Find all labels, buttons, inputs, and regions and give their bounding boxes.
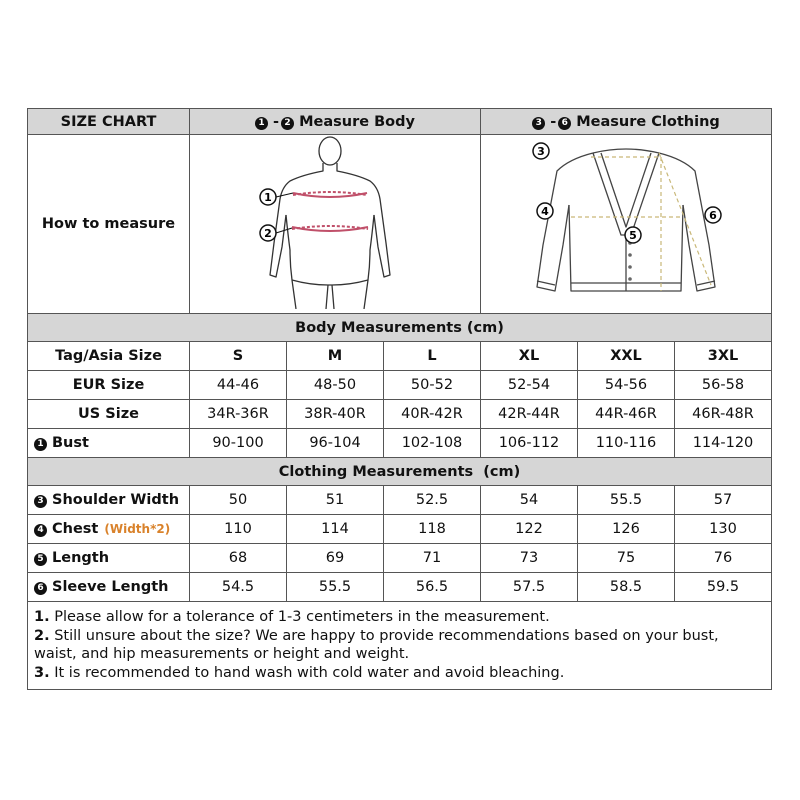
table-cell: 114-120 [675, 429, 772, 458]
table-cell: 50-52 [384, 371, 481, 400]
marker-icon: 6 [34, 582, 47, 595]
row-label: Tag/Asia Size [28, 342, 190, 371]
table-cell: 54.5 [190, 573, 287, 602]
table-row [28, 544, 772, 573]
measure-body-label: Measure Body [299, 113, 415, 130]
table-cell: 110-116 [578, 429, 675, 458]
table-cell: 44R-46R [578, 400, 675, 429]
table-cell: 50 [190, 486, 287, 515]
table-cell: 54 [481, 486, 578, 515]
table-cell: 96-104 [287, 429, 384, 458]
table-cell: 59.5 [675, 573, 772, 602]
size-cell: XL [481, 342, 578, 371]
illustration-row [28, 135, 772, 314]
cardigan-figure-icon [481, 135, 771, 309]
size-cell: M [287, 342, 384, 371]
row-label: 6 Sleeve Length [28, 573, 190, 602]
table-cell: 110 [190, 515, 287, 544]
table-cell: 71 [384, 544, 481, 573]
table-cell: 76 [675, 544, 772, 573]
row-label: US Size [28, 400, 190, 429]
table-cell: 126 [578, 515, 675, 544]
table-row [28, 515, 772, 544]
body-section-title: Body Measurements (cm) [28, 314, 772, 342]
measure-clothing-label: Measure Clothing [576, 113, 720, 130]
size-cell: S [190, 342, 287, 371]
table-row [28, 371, 772, 400]
table-cell: 114 [287, 515, 384, 544]
size-chart-table [27, 108, 772, 690]
table-cell: 44-46 [190, 371, 287, 400]
table-cell: 56.5 [384, 573, 481, 602]
table-cell: 118 [384, 515, 481, 544]
table-cell: 42R-44R [481, 400, 578, 429]
marker-icon: 3 [34, 495, 47, 508]
marker-icon: 1 [34, 438, 47, 451]
table-cell: 57 [675, 486, 772, 515]
table-cell: 40R-42R [384, 400, 481, 429]
note-item: 3. It is recommended to hand wash with cold water and avoid bleaching. [34, 664, 565, 681]
table-row [28, 486, 772, 515]
table-cell: 56-58 [675, 371, 772, 400]
marker-2-label: 2 [264, 227, 272, 240]
row-label: 1 Bust [28, 429, 190, 458]
marker-icon: 6 [558, 117, 571, 130]
body-illustration-cell [190, 135, 481, 314]
table-cell: 52-54 [481, 371, 578, 400]
table-cell: 68 [190, 544, 287, 573]
clothing-section-title: Clothing Measurements (cm) [28, 458, 772, 486]
table-row [28, 573, 772, 602]
table-row [28, 342, 772, 371]
marker-icon: 4 [34, 524, 47, 537]
chest-width-note: (Width*2) [104, 522, 171, 536]
table-cell: 58.5 [578, 573, 675, 602]
notes-row [28, 602, 772, 690]
table-cell: 55.5 [578, 486, 675, 515]
note-item: 2. Still unsure about the size? We are happy to provide recommendations based on your bust, waist, and hip measurements or height and weight. [34, 627, 719, 662]
marker-4-label: 4 [541, 205, 549, 218]
table-cell: 55.5 [287, 573, 384, 602]
body-section-row [28, 314, 772, 342]
note-item: 1. Please allow for a tolerance of 1-3 centimeters in the measurement. [34, 609, 550, 625]
table-cell: 122 [481, 515, 578, 544]
notes-cell [28, 602, 772, 690]
marker-1-label: 1 [264, 191, 272, 204]
table-cell: 106-112 [481, 429, 578, 458]
table-cell: 57.5 [481, 573, 578, 602]
measure-body-header: 1 - 2 Measure Body [190, 109, 481, 135]
clothing-illustration-cell [481, 135, 772, 314]
row-label: 5 Length [28, 544, 190, 573]
table-row [28, 429, 772, 458]
row-label: 3 Shoulder Width [28, 486, 190, 515]
header-row [28, 109, 772, 135]
table-cell: 38R-40R [287, 400, 384, 429]
row-label: EUR Size [28, 371, 190, 400]
table-cell: 54-56 [578, 371, 675, 400]
marker-3-label: 3 [537, 145, 545, 158]
table-cell: 69 [287, 544, 384, 573]
table-cell: 46R-48R [675, 400, 772, 429]
table-cell: 51 [287, 486, 384, 515]
table-cell: 130 [675, 515, 772, 544]
measure-clothing-header: 3 - 6 Measure Clothing [481, 109, 772, 135]
size-cell: L [384, 342, 481, 371]
marker-icon: 2 [281, 117, 294, 130]
size-chart-title: SIZE CHART [28, 109, 190, 135]
body-figure-icon [190, 135, 480, 309]
table-row [28, 400, 772, 429]
marker-icon: 1 [255, 117, 268, 130]
table-cell: 34R-36R [190, 400, 287, 429]
marker-6-label: 6 [709, 209, 717, 222]
marker-icon: 5 [34, 553, 47, 566]
table-cell: 48-50 [287, 371, 384, 400]
size-cell: 3XL [675, 342, 772, 371]
size-cell: XXL [578, 342, 675, 371]
table-cell: 102-108 [384, 429, 481, 458]
clothing-section-row [28, 458, 772, 486]
table-cell: 52.5 [384, 486, 481, 515]
table-cell: 73 [481, 544, 578, 573]
marker-5-label: 5 [629, 229, 637, 242]
row-label: 4 Chest (Width*2) [28, 515, 190, 544]
table-cell: 75 [578, 544, 675, 573]
how-to-measure-label: How to measure [28, 135, 190, 314]
table-cell: 90-100 [190, 429, 287, 458]
marker-icon: 3 [532, 117, 545, 130]
